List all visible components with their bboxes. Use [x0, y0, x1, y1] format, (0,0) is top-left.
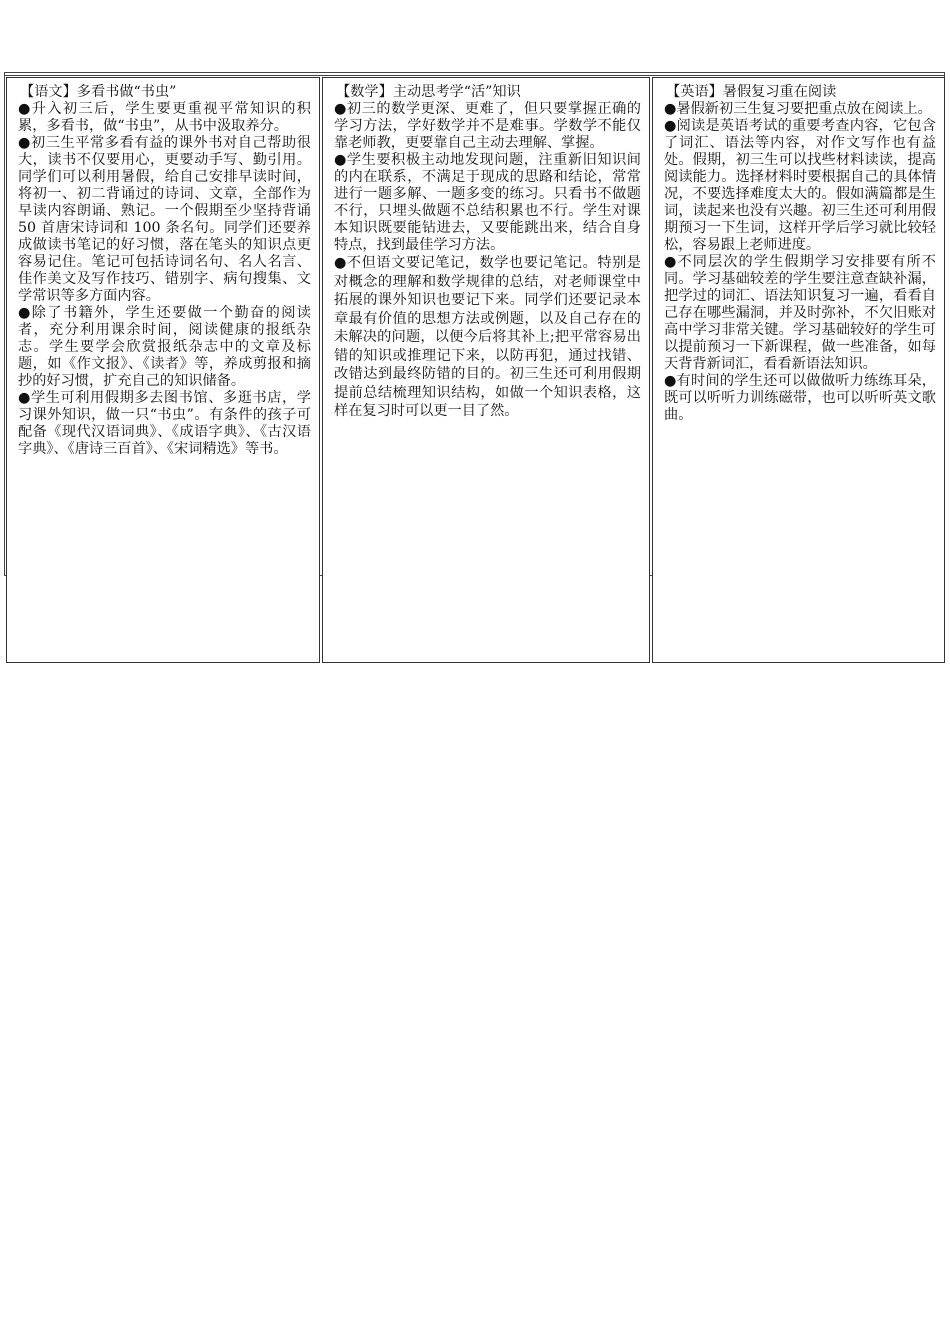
column-math — [322, 77, 650, 663]
column-title-chinese: 【语文】多看书做“书虫” — [20, 84, 177, 100]
paragraph: ●有时间的学生还可以做做听力练练耳朵，既可以听听力训练磁带，也可以听听英文歌曲。 — [664, 373, 936, 423]
column-chinese — [6, 77, 320, 663]
paragraph: ●暑假新初三生复习要把重点放在阅读上。 — [664, 101, 932, 117]
paragraph: ●除了书籍外，学生还要做一个勤奋的阅读者，充分利用课余时间，阅读健康的报纸杂志。学生要学会欣赏报纸杂志中的文章及标题，如《作文报》、《读者》等，养成剪报和摘抄的好习惯，扩充自己的知识储备。 — [18, 305, 311, 389]
table-left-border — [4, 72, 5, 575]
column-english — [652, 77, 945, 663]
paragraph: ●初三生平常多看有益的课外书对自己帮助很大，读书不仅要用心，更要动手写、勤引用。同学们可以利用暑假，给自己安排早读时间，将初一、初二背诵过的诗词、文章，全部作为早读内容朗诵、熟记。一个假期至少坚持背诵 50 首唐宋诗词和 100 条名句。同学们还要养成做读书笔记的好习惯，落在笔头的知识点更容易记住。笔记可包括诗词名句、名人名言、佳作美文及写作技巧、错别字、病句搜集、文学常识等多方面内容。 — [18, 135, 311, 304]
paragraph: ●学生可利用假期多去图书馆、多逛书店，学习课外知识，做一只“书虫”。有条件的孩子可配备《现代汉语词典》、《成语字典》、《古汉语字典》、《唐诗三百首》、《宋词精选》等书。 — [18, 390, 311, 457]
paragraph: ●学生要积极主动地发现问题，注重新旧知识间的内在联系，不满足于现成的思路和结论，常常进行一题多解、一题多变的练习。只看书不做题不行，只埋头做题不总结积累也不行。学生对课本知识既要能钻进去，又要能跳出来，结合自身特点，找到最佳学习方法。 — [334, 152, 641, 253]
column-title-math: 【数学】主动思考学“活”知识 — [336, 84, 521, 100]
table-top-border-outer — [4, 72, 944, 73]
paragraph: ●不同层次的学生假期学习安排要有所不同。学习基础较差的学生要注意查缺补漏，把学过的词汇、语法知识复习一遍，看看自己存在哪些漏洞，并及时弥补，不欠旧账对高中学习非常关键。学习基础较好的学生可以提前预习一下新课程，做一些准备，如每天背背新词汇，看看新语法知识。 — [664, 254, 936, 372]
column-title-english: 【英语】暑假复习重在阅读 — [666, 84, 837, 100]
paragraph: ●初三的数学更深、更难了，但只要掌握正确的学习方法，学好数学并不是难事。学数学不能仅靠老师教，更要靠自己主动去理解、掌握。 — [334, 101, 641, 151]
table-top-border-inner — [4, 75, 944, 76]
paragraph: ●升入初三后，学生要更重视平常知识的积累，多看书，做“书虫”，从书中汲取养分。 — [18, 101, 311, 134]
paragraph: ●阅读是英语考试的重要考查内容，它包含了词汇、语法等内容，对作文写作也有益处。假期，初三生可以找些材料读读，提高阅读能力。选择材料时要根据自己的具体情况，不要选择难度太大的。假如满篇都是生词，读起来也没有兴趣。初三生还可利用假期预习一下生词，这样开学后学习就比较轻松，容易跟上老师进度。 — [664, 118, 936, 253]
paragraph: ●不但语文要记笔记，数学也要记笔记。特别是对概念的理解和数学规律的总结，对老师课堂中拓展的课外知识也要记下来。同学们还要记录本章最有价值的思想方法或例题，以及自己存在的未解决的问题，以便今后将其补上;把平常容易出错的知识或推理记下来，以防再犯，通过找错、改错达到最终防错的目的。初三生还可利用假期提前总结梳理知识结构，如做一个知识表格，这样在复习时可以更一目了然。 — [334, 255, 641, 419]
